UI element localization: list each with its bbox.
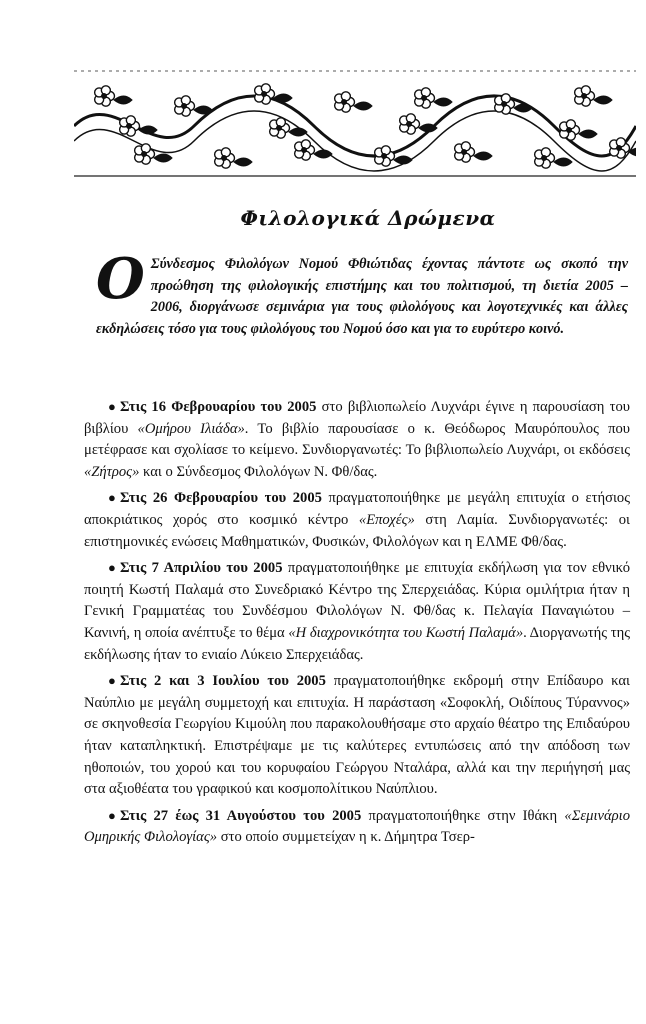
bullet-icon: ● — [108, 673, 116, 689]
bullet-icon: ● — [108, 807, 116, 823]
intro-text: Σύνδεσμος Φιλολόγων Νομού Φθιώτιδας έχοντας πάντοτε ως σκοπό την προώθηση της φιλολογικής επιστήμης και του πολιτισμού, τη διετία 2005 – 2006, διοργάνωσε σεμινάρια για τους φιλολόγους και λογοτεχνικές και άλλες εκδηλώσεις τόσο για τους φιλολόγους του Νομού όσο και για το ευρύτερο κοινό. — [96, 256, 628, 337]
floral-ornament-band — [74, 66, 636, 184]
bullet-icon: ● — [108, 490, 116, 506]
bullet-icon: ● — [108, 560, 116, 576]
events-list — [84, 396, 630, 853]
page-title: Φιλολογικά Δρώμενα — [240, 206, 496, 230]
bullet-icon: ● — [108, 399, 116, 414]
list-item: ● Στις 26 Φεβρουαρίου του 2005 πραγματοποιήθηκε με μεγάλη επιτυχία ο ετήσιος αποκριάτικος χορός στο κοσμικό κέντρο «Εποχές» στη Λαμία. Συνδιοργανωτές: οι επιστημονικές ενώσεις Μαθηματικών, Φυσικών, Φιλολόγων και η ΕΛΜΕ Φθ/δας. — [84, 487, 630, 553]
drop-cap: Ο — [96, 246, 145, 312]
list-item: ● Στις 16 Φεβρουαρίου του 2005 στο βιβλιοπωλείο Λυχνάρι έγινε η παρουσίαση του βιβλίου «Ομήρου Ιλιάδα». Το βιβλίο παρουσίασε ο κ. Θεόδωρος Μαυρόπουλος που μετέφρασε και σχολίασε το κείμενο. Συνδιοργανωτές: Το βιβλιοπωλείο Λυχνάρι, οι εκδόσεις «Ζήτρος» και ο Σύνδεσμος Φιλολόγων Ν. Φθ/δας. — [84, 396, 630, 483]
intro-paragraph — [96, 246, 628, 340]
list-item: ● Στις 7 Απριλίου του 2005 πραγματοποιήθηκε με επιτυχία εκδήλωση για τον εθνικό ποιητή Κωστή Παλαμά στο Συνεδριακό Κέντρο της Σπερχειάδας. Κύρια ομιλήτρια ήταν η Γενική Γραμματέας του Συνδέσμου Φιλολόγων Ν. Φθ/δας κ. Πελαγία Παναγιώτου – Κανινή, η οποία ανέπτυξε το θέμα «Η διαχρονικότητα του Κωστή Παλαμά». Διοργανωτής της εκδήλωσης ήταν το ενιαίο Λύκειο Σπερχειάδας. — [84, 557, 630, 666]
list-item: ● Στις 2 και 3 Ιουλίου του 2005 πραγματοποιήθηκε εκδρομή στην Επίδαυρο και Ναύπλιο με μεγάλη συμμετοχή και επιτυχία. Η παράσταση «Σοφοκλή, Οιδίπους Τύραννος» σε σκηνοθεσία Γεωργίου Κιμούλη που παρακολουθήσαμε στο αρχαίο θέατρο της Επιδαύρου ήταν καταπληκτική. Επιστρέψαμε με τις καλύτερες εντυπώσεις από την απόδοση των ηθοποιών, του χορού και του κορυφαίου Γεώργου Νταλάρα, αλλά και την περιήγησή μας στα αξιοθέατα του γραφικού και κοσμοπολίτικου Ναύπλιου. — [84, 670, 630, 801]
list-item: ● Στις 27 έως 31 Αυγούστου του 2005 πραγματοποιήθηκε στην Ιθάκη «Σεμινάριο Ομηρικής Φιλολογίας» στο οποίο συμμετείχαν η κ. Δήμητρα Τσερ- — [84, 805, 630, 849]
